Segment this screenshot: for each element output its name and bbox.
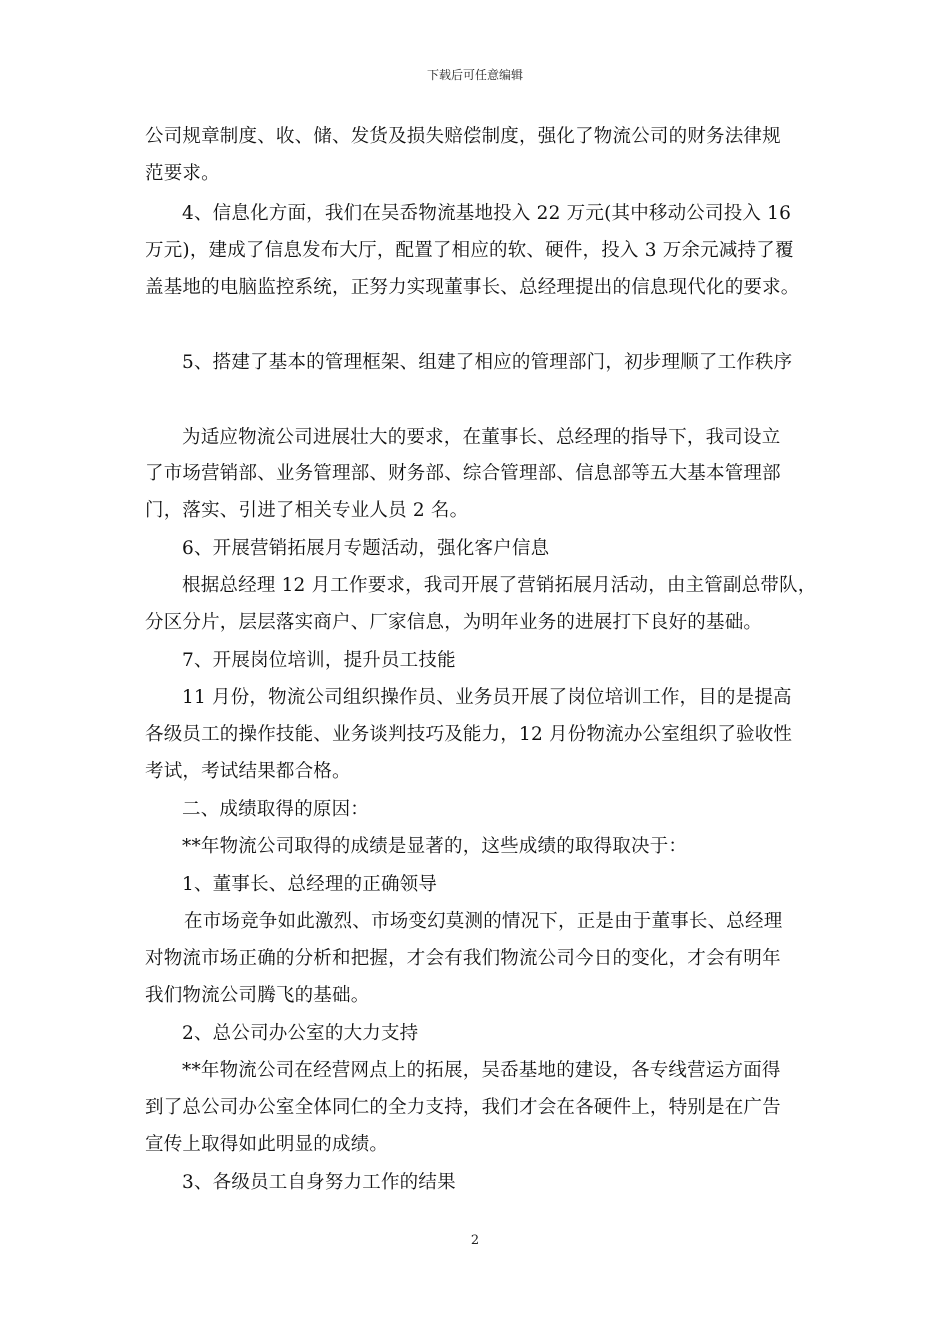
text-line: 范要求。 bbox=[145, 163, 220, 184]
section-heading: 3、各级员工自身努力工作的结果 bbox=[182, 1172, 456, 1193]
section-heading: 二、成绩取得的原因： bbox=[182, 799, 370, 820]
text-line: 4、信息化方面，我们在吴岙物流基地投入 22 万元(其中移动公司投入 16 bbox=[182, 203, 792, 224]
section-heading: 1、董事长、总经理的正确领导 bbox=[182, 874, 438, 895]
text-line: 宣传上取得如此明显的成绩。 bbox=[145, 1134, 389, 1155]
text-line: 了市场营销部、业务管理部、财务部、综合管理部、信息部等五大基本管理部 bbox=[145, 463, 781, 484]
text-line: 11 月份，物流公司组织操作员、业务员开展了岗位培训工作，目的是提高 bbox=[182, 687, 792, 708]
text-line: **年物流公司取得的成绩是显著的，这些成绩的取得取决于： bbox=[182, 836, 688, 857]
text-line: 万元)，建成了信息发布大厅，配置了相应的软、硬件，投入 3 万余元减持了覆 bbox=[145, 240, 794, 261]
page-header: 下载后可任意编辑 bbox=[426, 68, 523, 82]
text-line: 考试，考试结果都合格。 bbox=[145, 761, 351, 782]
section-heading: 2、总公司办公室的大力支持 bbox=[182, 1023, 419, 1044]
text-line: 对物流市场正确的分析和把握，才会有我们物流公司今日的变化，才会有明年 bbox=[145, 948, 781, 969]
page-number: 2 bbox=[470, 1233, 480, 1248]
text-line: 公司规章制度、收、储、发货及损失赔偿制度，强化了物流公司的财务法律规 bbox=[145, 126, 781, 147]
section-heading: 5、搭建了基本的管理框架、组建了相应的管理部门，初步理顺了工作秩序 bbox=[182, 352, 793, 373]
text-line: 门，落实、引进了相关专业人员 2 名。 bbox=[145, 500, 469, 521]
text-line: 到了总公司办公室全体同仁的全力支持，我们才会在各硬件上，特别是在广告 bbox=[145, 1097, 781, 1118]
text-line: 根据总经理 12 月工作要求，我司开展了营销拓展月活动，由主管副总带队， bbox=[182, 575, 817, 596]
text-line: 在市场竞争如此激烈、市场变幻莫测的情况下，正是由于董事长、总经理 bbox=[184, 911, 783, 932]
text-line: 我们物流公司腾飞的基础。 bbox=[145, 985, 370, 1006]
text-line: 为适应物流公司进展壮大的要求，在董事长、总经理的指导下，我司设立 bbox=[182, 427, 781, 448]
text-line: 各级员工的操作技能、业务谈判技巧及能力，12 月份物流办公室组织了验收性 bbox=[145, 724, 793, 745]
section-heading: 7、开展岗位培训，提升员工技能 bbox=[182, 650, 456, 671]
text-line: **年物流公司在经营网点上的拓展，吴岙基地的建设，各专线营运方面得 bbox=[182, 1060, 781, 1081]
text-line: 分区分片，层层落实商户、厂家信息，为明年业务的进展打下良好的基础。 bbox=[145, 612, 763, 633]
text-line: 盖基地的电脑监控系统，正努力实现董事长、总经理提出的信息现代化的要求。 bbox=[145, 277, 800, 298]
section-heading: 6、开展营销拓展月专题活动，强化客户信息 bbox=[182, 538, 550, 559]
